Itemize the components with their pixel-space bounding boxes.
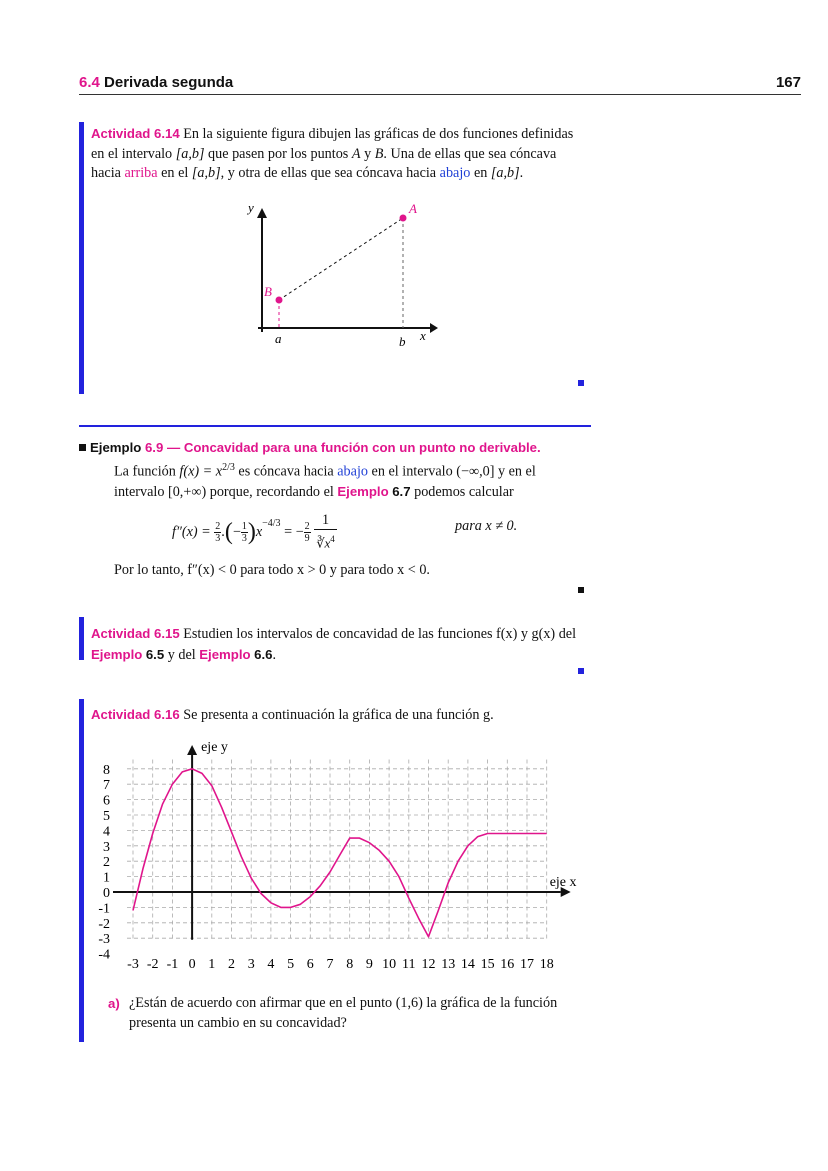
y-tick-label: 7 — [103, 778, 110, 794]
math: B — [374, 145, 384, 162]
point-a — [400, 215, 407, 222]
highlight-word: abajo — [439, 165, 471, 181]
x-tick-label: 17 — [520, 957, 534, 972]
text: en el — [161, 165, 189, 181]
activity-label: Actividad 6.14 — [91, 126, 180, 141]
fig-point-a-label: A — [409, 201, 417, 216]
x-tick-label: 1 — [208, 957, 216, 972]
activity-label: Actividad 6.15 — [91, 626, 180, 641]
activity-6-15-text — [91, 624, 586, 665]
x-tick-label: -1 — [166, 957, 179, 972]
y-tick-label: -3 — [98, 932, 110, 948]
highlight-word: arriba — [124, 165, 158, 181]
x-tick-label: 8 — [346, 957, 354, 972]
x-tick-label: 7 — [326, 957, 334, 972]
y-tick-label: 8 — [103, 762, 110, 778]
x-tick-label: 14 — [460, 957, 475, 972]
text: . Una de ellas que sea cóncava hacia — [91, 145, 557, 181]
point-b — [276, 297, 283, 304]
function-g-chart — [90, 738, 590, 974]
x-tick-label: 12 — [421, 957, 436, 972]
y-tick-label: 2 — [103, 855, 110, 871]
num: 2 — [215, 520, 221, 532]
text: que pasen por los puntos — [208, 145, 349, 162]
fig-y-label: y — [248, 200, 254, 215]
y-tick-label: -1 — [98, 901, 110, 917]
example-6-9-body — [114, 458, 586, 503]
fig-b-label: b — [399, 334, 406, 349]
activity-sidebar-bar — [79, 699, 84, 1042]
x-tick-label: 18 — [539, 957, 554, 972]
bullet-square — [79, 444, 86, 451]
math: A — [351, 145, 361, 162]
x-tick-label: 16 — [500, 957, 515, 972]
ref-number: 6.7 — [392, 484, 411, 500]
x-tick-label: 2 — [228, 957, 235, 972]
num: 2 — [304, 520, 310, 532]
example-rule — [79, 425, 591, 427]
den: 3 — [215, 532, 221, 544]
den: 9 — [304, 532, 310, 544]
end-marker — [578, 587, 584, 593]
text: En la siguiente figura dibujen las gráficas de dos funciones definidas en el intervalo — [91, 126, 574, 162]
y-tick-label: 4 — [103, 824, 110, 840]
page-number: 167 — [775, 74, 801, 91]
ref-number: 6.5 — [145, 646, 165, 662]
question-text: ¿Están de acuerdo con afirmar que en el punto (1,6) la gráfica de la función presenta un cambio en su concavidad? — [129, 995, 558, 1031]
text: La función — [114, 463, 176, 480]
example-number: 6.9 — [144, 440, 164, 455]
end-marker — [578, 668, 584, 674]
text: . — [519, 165, 524, 181]
text: Estudien los intervalos de concavidad de las funciones f(x) y g(x) del — [183, 626, 577, 642]
paren: ) — [247, 518, 256, 545]
y-axis-arrow — [257, 208, 267, 218]
running-header — [79, 74, 801, 95]
x-tick-label: 15 — [480, 957, 495, 972]
dashed-segment-ab — [279, 218, 403, 300]
math: [a,b] — [175, 145, 205, 162]
root: ∛x — [316, 535, 331, 551]
text: podemos calcular — [414, 484, 514, 501]
formula-lhs: f″(x) = — [172, 523, 211, 540]
y-tick-label: -4 — [98, 947, 110, 963]
text: es cóncava hacia — [238, 463, 334, 480]
math: [a,b] — [490, 165, 520, 181]
y-axis-label: eje y — [201, 739, 228, 755]
text: en — [473, 165, 488, 181]
activity-label: Actividad 6.16 — [91, 707, 180, 722]
end-marker — [578, 380, 584, 386]
figure-points-a-b — [240, 196, 440, 352]
formula-condition: para x ≠ 0. — [455, 518, 518, 534]
y-tick-label: 5 — [103, 809, 110, 824]
num: 1 — [321, 512, 330, 529]
math: x — [255, 523, 263, 540]
fraction-1-3 — [241, 521, 248, 544]
fraction-2-3 — [214, 521, 221, 544]
x-tick-label: 6 — [306, 957, 314, 972]
y-tick-label: 0 — [103, 886, 110, 901]
text: y — [364, 145, 372, 162]
section-number: 6.4 — [79, 74, 100, 91]
x-tick-label: -2 — [146, 957, 159, 972]
minus: − — [232, 523, 241, 540]
x-axis-label: eje x — [549, 875, 577, 890]
section-title: Derivada segunda — [104, 74, 234, 91]
x-tick-label: 9 — [365, 957, 373, 972]
question-a — [108, 994, 588, 1033]
ref-number: 6.6 — [254, 646, 273, 662]
fig-x-label: x — [420, 328, 426, 343]
highlight-word: abajo — [337, 463, 368, 480]
activity-6-16-text — [91, 705, 586, 726]
x-tick-label: 5 — [287, 957, 295, 972]
text: , y otra de ellas que sea cóncava hacia — [220, 165, 437, 181]
text: . — [272, 646, 276, 663]
ref-link[interactable]: Ejemplo — [337, 484, 389, 500]
ref-link[interactable]: Ejemplo — [199, 646, 251, 662]
activity-sidebar-bar — [79, 617, 84, 660]
den — [314, 529, 337, 552]
example-title: — Concavidad para una función con un punto no derivable. — [166, 440, 541, 455]
fig-a-label: a — [275, 331, 282, 346]
text: y del — [167, 646, 196, 663]
x-tick-label: 4 — [267, 957, 275, 972]
example-6-9-title — [79, 440, 591, 455]
math: [a,b] — [191, 165, 221, 181]
formula-display — [172, 510, 337, 554]
fraction-1-root — [314, 511, 337, 552]
math-exp: −4/3 — [262, 518, 281, 529]
y-tick-label: 6 — [103, 793, 110, 809]
paren: ( — [224, 518, 233, 545]
num: 1 — [241, 520, 247, 532]
fraction-2-9 — [304, 521, 311, 544]
equals: = − — [284, 523, 304, 540]
series-line-g — [133, 769, 547, 937]
activity-6-14-text — [91, 124, 586, 184]
math: f(x) = x — [179, 463, 223, 480]
y-tick-label: 1 — [103, 870, 110, 886]
question-label: a) — [108, 996, 120, 1011]
x-tick-label: -3 — [127, 957, 139, 972]
ref-link[interactable]: Ejemplo — [91, 646, 143, 662]
x-tick-label: 13 — [441, 957, 456, 972]
x-tick-label: 3 — [247, 957, 255, 972]
text: Se presenta a continuación la gráfica de una función g. — [183, 707, 494, 723]
math-exp: 2/3 — [222, 462, 235, 473]
y-axis-arrow — [187, 745, 197, 755]
x-tick-label: 11 — [402, 957, 416, 972]
fig-point-b-label: B — [264, 284, 272, 299]
x-tick-label: 10 — [382, 957, 397, 972]
activity-sidebar-bar — [79, 122, 84, 394]
y-tick-label: 3 — [103, 839, 110, 855]
example-conclusion: Por lo tanto, f″(x) < 0 para todo x > 0 y para todo x < 0. — [114, 562, 430, 578]
example-label: Ejemplo — [90, 440, 142, 455]
root-exp: 4 — [330, 534, 335, 545]
x-axis-arrow — [430, 323, 438, 333]
text: en el intervalo (−∞,0] y en el intervalo [0,+∞) porque, recordando el — [114, 463, 536, 501]
dot: . — [221, 523, 225, 540]
den: 3 — [241, 532, 247, 544]
y-tick-label: -2 — [98, 916, 110, 932]
x-tick-label: 0 — [188, 957, 196, 972]
